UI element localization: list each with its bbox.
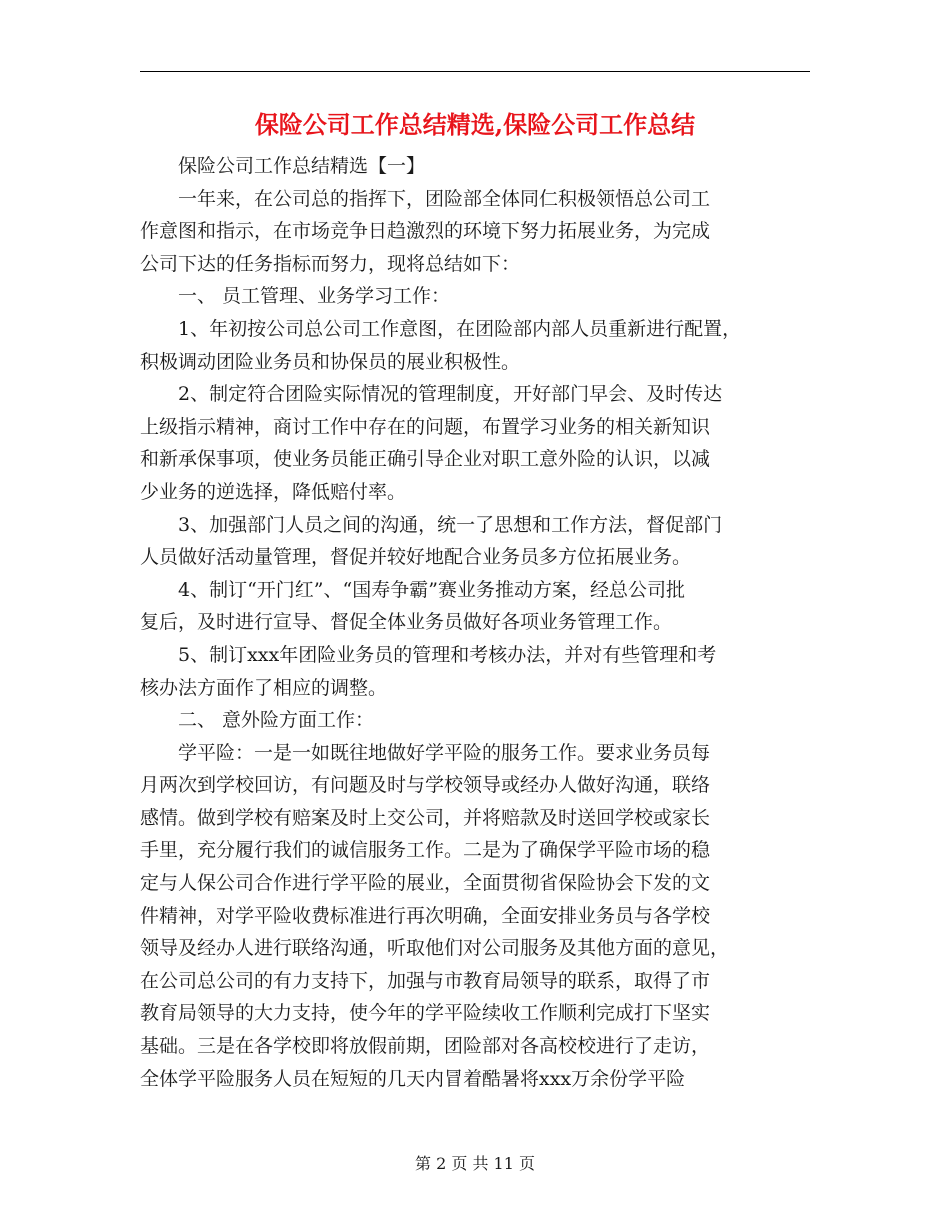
paragraph-line: 学平险：一是一如既往地做好学平险的服务工作。要求业务员每 [140,741,711,764]
paragraph-line: 月两次到学校回访，有问题及时与学校领导或经办人做好沟通，联络 [140,774,711,797]
paragraph-line: 二、 意外险方面工作： [140,709,375,732]
paragraph-line: 领导及经办人进行联络沟通，听取他们对公司服务及其他方面的意见， [140,937,730,960]
paragraph-line: 一、 员工管理、业务学习工作： [140,285,451,308]
paragraph-line: 教育局领导的大力支持，使今年的学平险续收工作顺利完成打下坚实 [140,1002,711,1025]
paragraph-line: 全体学平险服务人员在短短的几天内冒着酷暑将xxx万余份学平险 [140,1067,686,1090]
paragraph-line: 4、制订“开门红”、“国寿争霸”赛业务推动方案，经总公司批 [140,578,685,601]
paragraph-line: 作意图和指示，在市场竞争日趋激烈的环境下努力拓展业务，为完成 [140,220,711,243]
paragraph-line: 保险公司工作总结精选【一】 [140,155,426,177]
paragraph-line: 公司下达的任务指标而努力，现将总结如下： [140,252,521,275]
paragraph-line: 核办法方面作了相应的调整。 [140,676,388,699]
paragraph-line: 感情。做到学校有赔案及时上交公司，并将赔款及时送回学校或家长 [140,806,711,829]
paragraph-line: 5、制订xxx年团险业务员的管理和考核办法，并对有些管理和考 [140,643,717,666]
paragraph-line: 一年来，在公司总的指挥下，团险部全体同仁积极领悟总公司工 [140,187,711,210]
document-title: 保险公司工作总结精选,保险公司工作总结 [254,110,696,139]
paragraph-line: 手里，充分履行我们的诚信服务工作。二是为了确保学平险市场的稳 [140,839,711,862]
paragraph-line: 少业务的逆选择，降低赔付率。 [140,480,407,503]
paragraph-line: 基础。三是在各学校即将放假前期，团险部对各高校校进行了走访， [140,1035,711,1058]
document-body [140,150,810,1095]
page-footer: 第 2 页 共 11 页 [415,1154,535,1173]
paragraph-line: 2、制定符合团险实际情况的管理制度，开好部门早会、及时传达 [140,383,723,406]
paragraph-line: 1、年初按公司总公司工作意图，在团险部内部人员重新进行配置， [140,317,742,340]
paragraph-line: 积极调动团险业务员和协保员的展业积极性。 [140,350,521,373]
header-rule [140,71,810,72]
paragraph-line: 件精神，对学平险收费标准进行再次明确，全面安排业务员与各学校 [140,904,711,927]
paragraph-line: 人员做好活动量管理，督促并较好地配合业务员多方位拓展业务。 [140,546,692,569]
paragraph-line: 上级指示精神，商讨工作中存在的问题，布置学习业务的相关新知识 [140,415,711,438]
paragraph-line: 在公司总公司的有力支持下，加强与市教育局领导的联系，取得了市 [140,969,711,992]
paragraph-line: 复后，及时进行宣导、督促全体业务员做好各项业务管理工作。 [140,611,673,634]
paragraph-line: 和新承保事项，使业务员能正确引导企业对职工意外险的认识，以减 [140,448,711,471]
paragraph-line: 3、加强部门人员之间的沟通，统一了思想和工作方法，督促部门 [140,513,723,536]
paragraph-line: 定与人保公司合作进行学平险的展业，全面贯彻省保险协会下发的文 [140,872,711,895]
